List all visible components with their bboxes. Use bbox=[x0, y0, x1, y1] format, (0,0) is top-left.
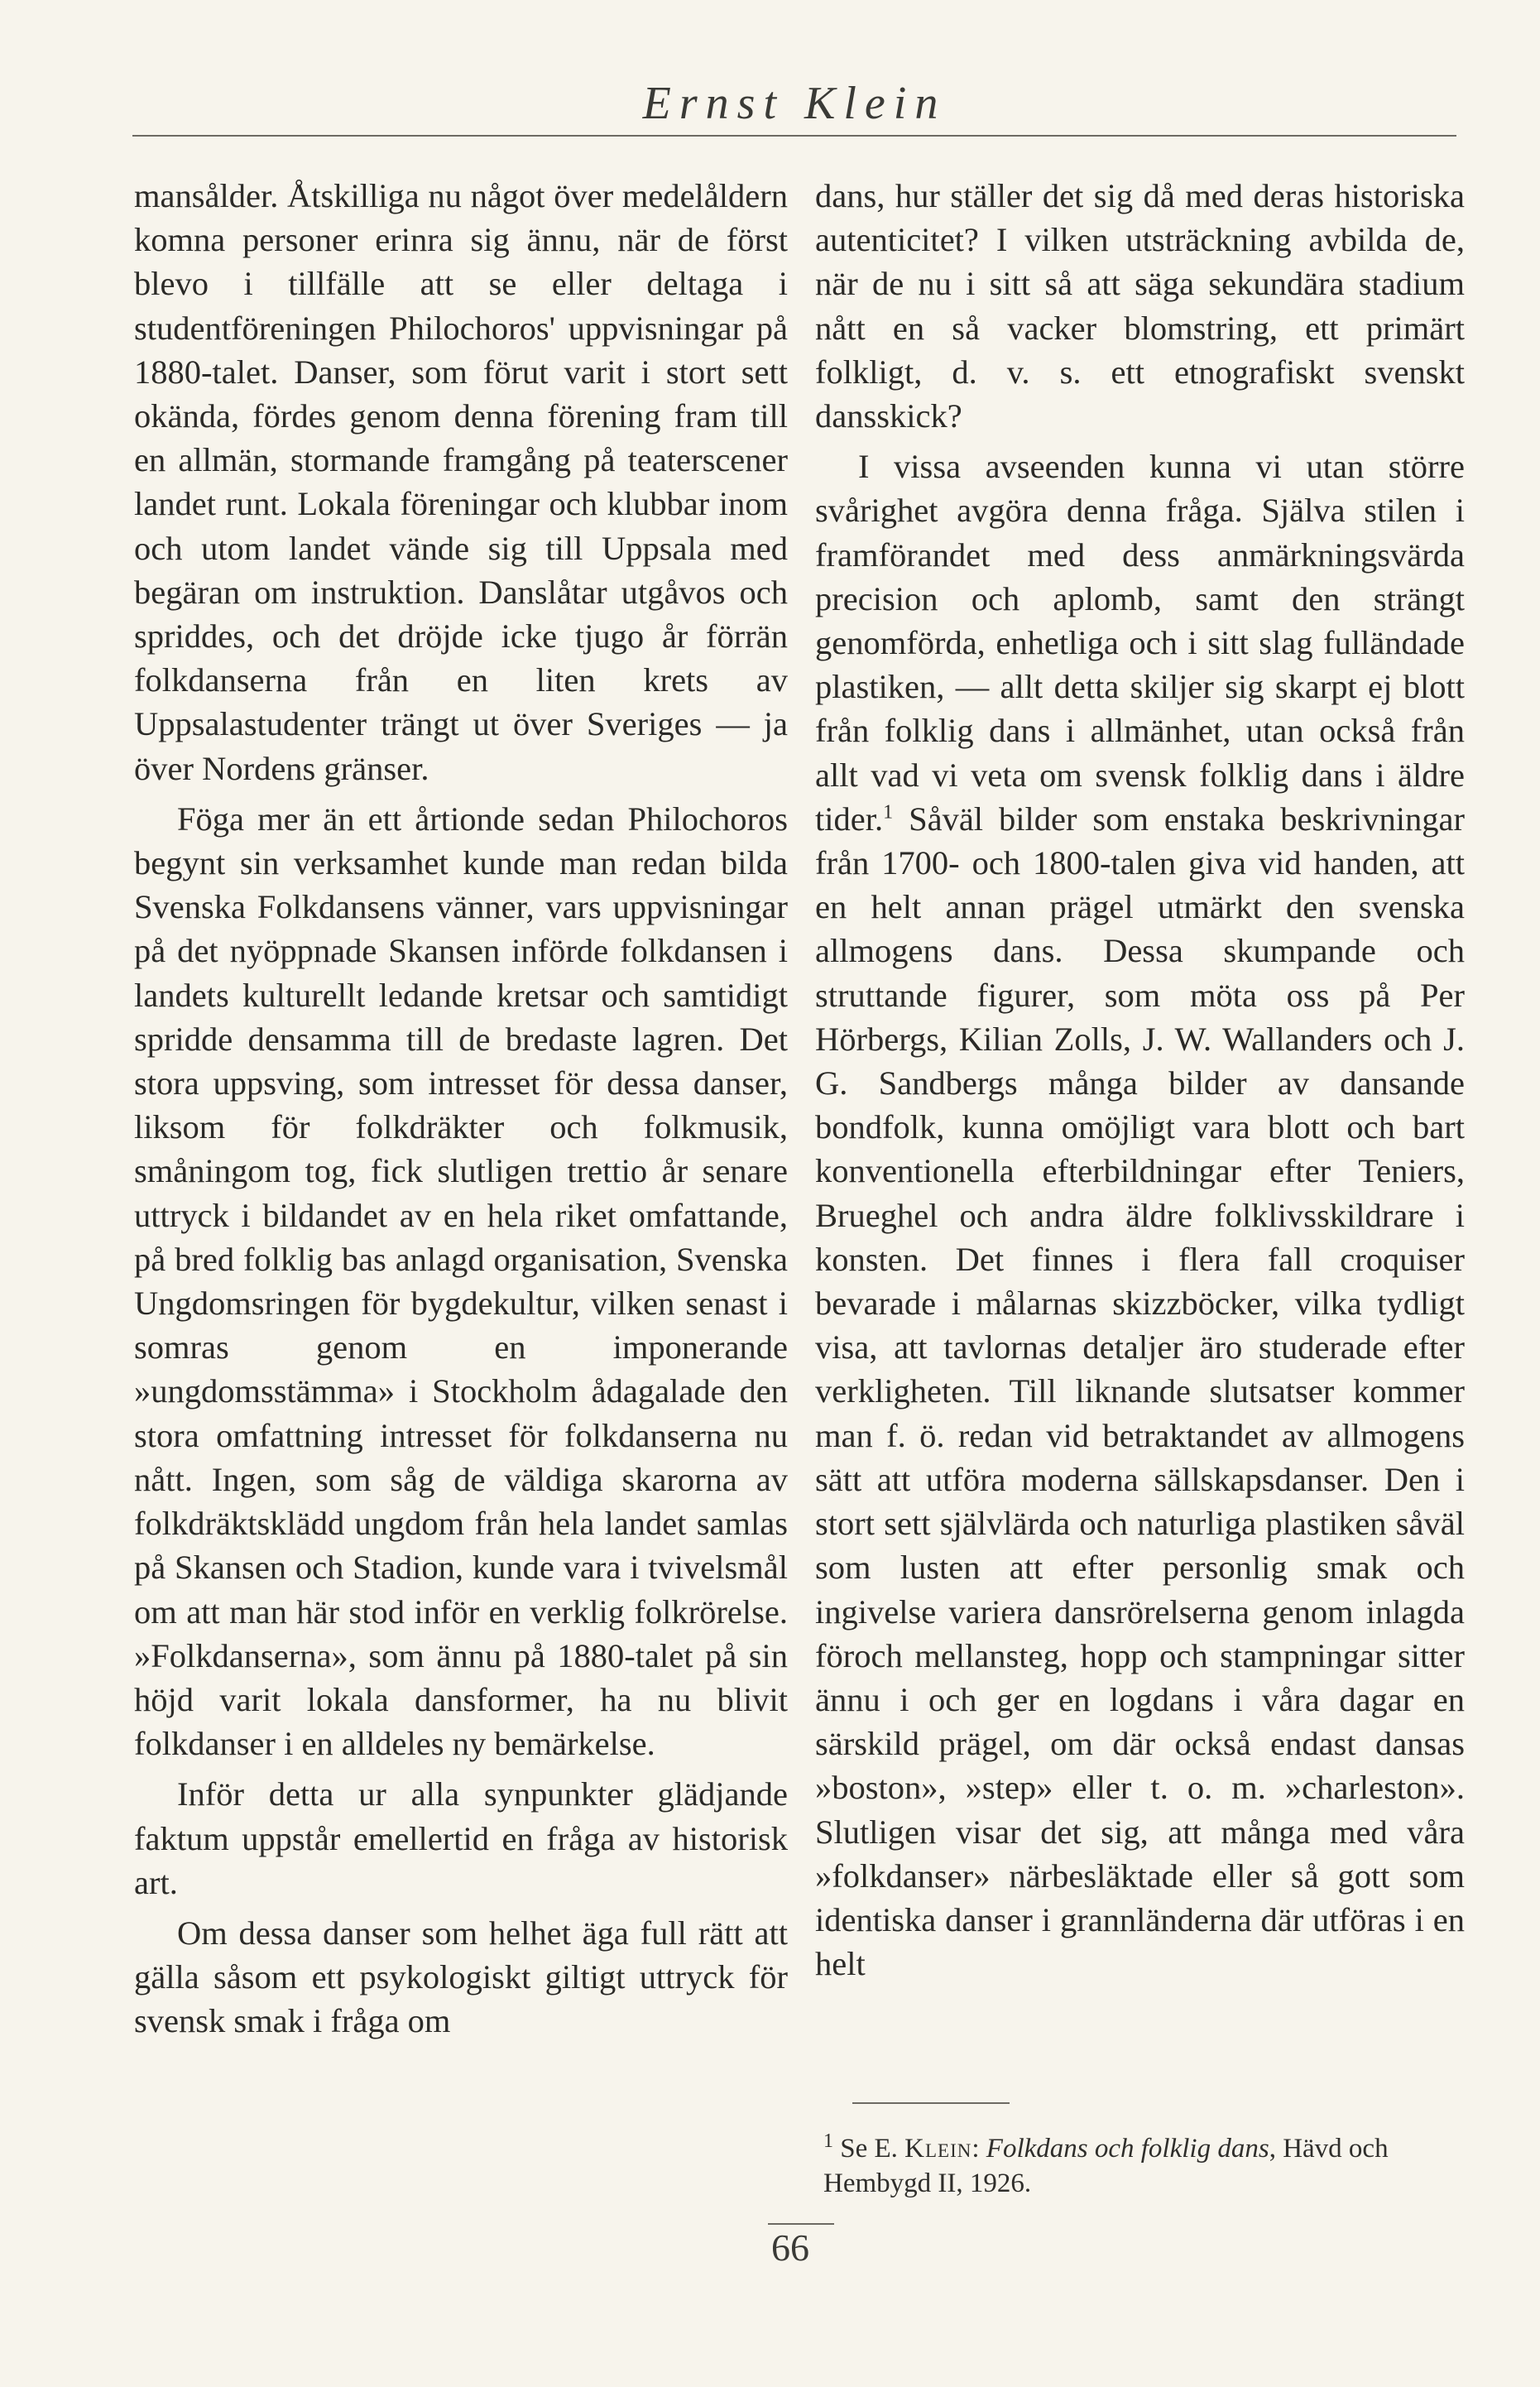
right-column bbox=[815, 174, 1465, 1986]
running-head: Ernst Klein bbox=[642, 78, 947, 129]
footnote-title: Folkdans och folklig dans bbox=[986, 2134, 1269, 2164]
footnote-reference: 1 bbox=[883, 801, 894, 824]
right-paragraph-2-part-a: I vissa avseenden kunna vi utan större svårighet avgöra denna fråga. Själva stilen i framförandet med dess anmärkningsvärda precision och aplomb, samt den strängt genomförda, enhetliga och i sitt slag fulländade plastiken, — allt detta skiljer sig skarpt ej blott från folklig dans i allmänhet, utan också från allt vad vi veta om svensk folklig dans i äldre tider. bbox=[815, 448, 1465, 838]
page-number: 66 bbox=[771, 2226, 809, 2269]
left-paragraph-3: Inför detta ur alla synpunkter glädjande faktum uppstår emellertid en fråga av historisk art. bbox=[134, 1775, 788, 1901]
footnote-rule bbox=[852, 2102, 1010, 2104]
footnote-prefix: Se E. bbox=[833, 2134, 905, 2164]
left-paragraph-2: Föga mer än ett årtionde sedan Philochoros begynt sin verksamhet kunde man redan bilda Svenska Folkdansens vänner, vars uppvisningar på det nyöppnade Skansen införde folkdansen i landets kulturellt ledande kretsar och samtidigt spridde densamma till de bredaste lagren. Det stora uppsving, som intresset för dessa danser, liksom för folkdräkter och folkmusik, småningom tog, fick slutligen trettio år senare uttryck i bildandet av en hela riket omfattande, på bred folklig bas anlagd organisation, Svenska Ungdomsringen för bygdekultur, vilken senast i somras genom en imponerande »ungdomsstämma» i Stockholm ådagalade den stora omfattning intresset för folkdanserna nu nått. Ingen, som såg de väldiga skarorna av folkdräktsklädd ungdom från hela landet samlas på Skansen och Stadion, kunde vara i tvivelsmål om att man här stod inför en verklig folkrörelse. »Folkdanserna», som ännu på 1880-talet på sin höjd varit lokala dansformer, ha nu blivit folkdanser i en alldeles ny bemärkelse. bbox=[134, 800, 788, 1763]
footnote-marker: 1 bbox=[823, 2130, 833, 2152]
left-paragraph-1: mansålder. Åtskilliga nu något över medelåldern komna personer erinra sig ännu, när de först blevo i tillfälle att se eller deltaga i studentföreningen Philochoros' uppvisningar på 1880-talet. Danser, som förut varit i stort sett okända, fördes genom denna förening fram till en allmän, stormande framgång på teaterscener landet runt. Lokala föreningar och klubbar inom och utom landet vände sig till Uppsala med begäran om instruktion. Danslåtar utgåvos och spriddes, och det dröjde icke tjugo år förrän folkdanserna från en liten krets av Uppsalastudenter trängt ut över Sveriges — ja över Nordens gränser. bbox=[134, 177, 788, 787]
header-rule bbox=[132, 135, 1456, 137]
left-paragraph-4: Om dessa danser som helhet äga full rätt att gälla såsom ett psykologiskt giltigt uttryck för svensk smak i fråga om bbox=[134, 1914, 788, 2040]
footnote-colon: : bbox=[971, 2134, 986, 2164]
footnote bbox=[823, 2131, 1477, 2201]
right-paragraph-2 bbox=[815, 444, 1465, 1986]
footnote-author: Klein bbox=[904, 2134, 972, 2164]
running-head-container bbox=[132, 74, 1456, 141]
right-paragraph-1: dans, hur ställer det sig då med deras historiska autenticitet? I vilken utsträckning avbilda de, när de nu i sitt så att säga sekundära stadium nått en så vacker blomstring, ett primärt folkligt, d. v. s. ett etnografiskt svenskt dansskick? bbox=[815, 177, 1465, 435]
right-paragraph-2-part-b: Såväl bilder som enstaka beskrivningar från 1700- och 1800-talen giva vid handen, att en helt annan prägel utmärkt den svenska allmogens dans. Dessa skumpande och struttande figurer, som möta oss på Per Hörbergs, Kilian Zolls, J. W. Wallanders och J. G. Sandbergs många bilder av dansande bondfolk, kunna omöjligt vara blott och bart konventionella efterbildningar efter Teniers, Brueghel och andra äldre folklivsskildrare i konsten. Det finnes i flera fall croquiser bevarade i målarnas skizzböcker, vilka tydligt visa, att tavlornas detaljer äro studerade efter verkligheten. Till liknande slutsatser kommer man f. ö. redan vid betraktandet av allmogens sätt att utföra moderna sällskapsdanser. Den i stort sett självlärda och naturliga plastiken såväl som lusten att efter personlig smak och ingivelse variera dansrörelserna genom inlagda föroch mellansteg, hopp och stampningar sitter ännu i och ger en logdans i våra dagar en särskild prägel, om där också endast dansas »boston», »step» eller t. o. m. »charleston». Slutligen visar det sig, att många med våra »folkdanser» närbesläktade eller så gott som identiska danser i grannländerna där utföras i en helt bbox=[815, 800, 1465, 1983]
footnote-rest: , Hävd och Hembygd II, 1926. bbox=[823, 2134, 1389, 2198]
left-column bbox=[134, 174, 788, 2044]
